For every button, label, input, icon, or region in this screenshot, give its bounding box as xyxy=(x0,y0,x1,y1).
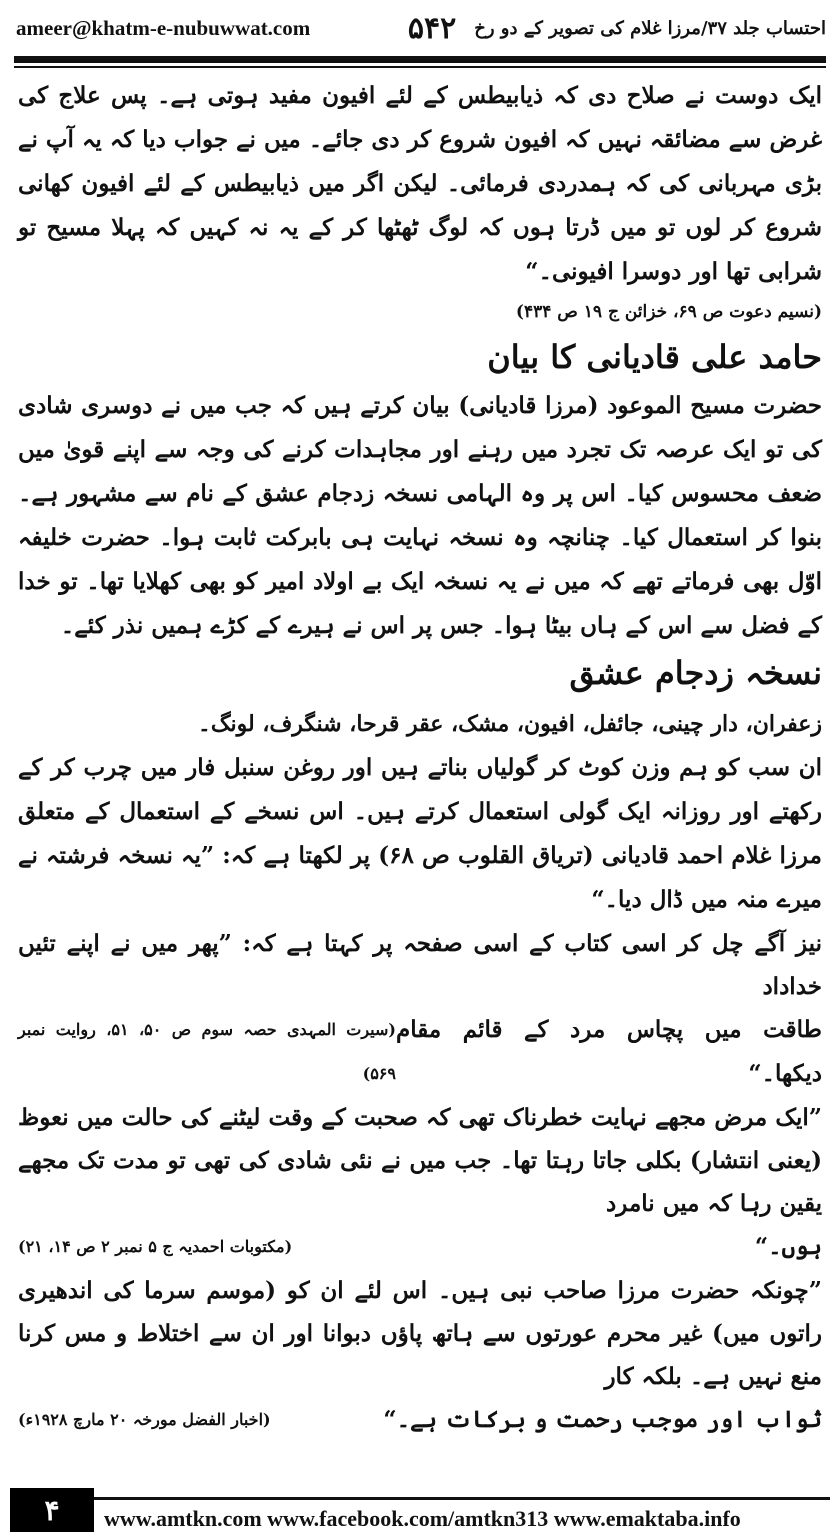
header-rule-thick xyxy=(14,56,826,63)
header-right xyxy=(408,11,826,46)
page-footer xyxy=(10,1488,830,1532)
further-paragraph: نیز آگے چل کر اسی کتاب کے اسی صفحہ پر کہتا ہے کہ: ”پھر میں نے اپنے تئیں خداداد xyxy=(18,930,822,1000)
further-last-row xyxy=(18,1008,822,1096)
fazl-last-row xyxy=(18,1398,822,1442)
intro-citation: (نسیم دعوت ص ۶۹، خزائن ج ۱۹ ص ۴۳۴) xyxy=(515,302,822,322)
footer-links: www.amtkn.com www.facebook.com/amtkn313 www.emaktaba.info xyxy=(94,1497,830,1532)
statement-paragraph: حضرت مسیح الموعود (مرزا قادیانی) بیان کرتے ہیں کہ جب میں نے دوسری شادی کی تو ایک عرصہ تک تجرد میں رہنے اور مجاہدات کرنے کی وجہ سے اپنے قویٰ میں ضعف محسوس کیا۔ اس پر وہ الہامی نسخہ زدجام عشق کے نام سے مشہور ہے۔ بنوا کر استعمال کیا۔ چنانچہ وہ نسخہ نہایت ہی بابرکت ثابت ہوا۔ حضرت خلیفہ اوّل بھی فرماتے تھے کہ میں نے یہ نسخہ ایک بے اولاد امیر کو بھی کھلایا تھا۔ تو خدا کے فضل سے اس کے ہاں بیٹا ہوا۔ جس پر اس نے ہیرے کے کڑے ہمیں نذر کئے۔ xyxy=(18,392,822,639)
fazl-last-line: ثواب اور موجب رحمت و برکات ہے۔“ xyxy=(383,1406,822,1433)
footer-page-marker: ۴ xyxy=(10,1488,94,1532)
header-title: احتساب جلد ۳۷/مرزا غلام کی تصویر کے دو رخ xyxy=(474,17,826,39)
heading-nuskha: نسخہ زدجام عشق xyxy=(569,654,822,692)
header-rule-thin xyxy=(14,66,826,68)
disease-citation: (مکتوبات احمدیہ ج ۵ نمبر ۲ ص ۱۴، ۲۱) xyxy=(18,1237,293,1256)
page-number: ۵۴۲ xyxy=(407,10,457,46)
fazl-citation: (اخبار الفضل مورخہ ۲۰ مارچ ۱۹۲۸ء) xyxy=(18,1410,271,1429)
disease-last-row xyxy=(18,1225,822,1269)
ingredients-list: زعفران، دار چینی، جائفل، افیون، مشک، عقر قرحا، شنگرف، لونگ۔ xyxy=(197,711,822,737)
page-content xyxy=(18,74,822,1442)
disease-last-line: ہوں۔“ xyxy=(754,1233,822,1260)
intro-paragraph: ایک دوست نے صلاح دی کہ ذیابیطس کے لئے افیون مفید ہوتی ہے۔ پس علاج کی غرض سے مضائقہ نہیں کہ افیون شروع کر دی جائے۔ میں نے جواب دیا کہ یہ آپ نے بڑی مہربانی کی کہ ہمدردی فرمائی۔ لیکن اگر میں ذیابیطس کے لئے افیون کھانی شروع کر لوں تو میں ڈرتا ہوں کہ لوگ ٹھٹھا کر کے یہ نہ کہیں کہ پہلا مسیح تو شرابی تھا اور دوسرا افیونی۔“ xyxy=(18,82,822,285)
page-header xyxy=(16,8,826,48)
heading-hamid-ali: حامد علی قادیانی کا بیان xyxy=(487,338,822,376)
further-citation: (سیرت المہدی حصہ سوم ص ۵۰، ۵۱، روایت نمبر ۵۶۹) xyxy=(18,1020,396,1083)
disease-paragraph: ”ایک مرض مجھے نہایت خطرناک تھی کہ صحبت کے وقت لیٹنے کی حالت میں نعوظ (یعنی انتشار) بکلی جاتا رہتا تھا۔ جب میں نے نئی شادی کی تھی تو مدت تک مجھے یقین رہا کہ میں نامرد xyxy=(18,1104,822,1217)
fazl-paragraph: ”چونکہ حضرت مرزا صاحب نبی ہیں۔ اس لئے ان کو (موسم سرما کی اندھیری راتوں میں) غیر محرم عورتوں سے ہاتھ پاؤں دبوانا اور ان سے اختلاط و مس کرنا منع نہیں ہے۔ بلکہ کار xyxy=(18,1277,822,1390)
recipe-paragraph: ان سب کو ہم وزن کوٹ کر گولیاں بناتے ہیں اور روغن سنبل فار میں چرب کر کے رکھتے اور روزانہ ایک گولی استعمال کرتے ہیں۔ اس نسخے کے استعمال کے متعلق مرزا غلام احمد قادیانی (تریاق القلوب ص ۶۸) پر لکھتا ہے کہ: ”یہ نسخہ فرشتہ نے میرے منہ میں ڈال دیا۔“ xyxy=(18,754,822,913)
further-last-line: طاقت میں پچاس مرد کے قائم مقام دیکھا۔“ xyxy=(395,1016,822,1087)
header-email: ameer@khatm-e-nubuwwat.com xyxy=(16,15,311,40)
